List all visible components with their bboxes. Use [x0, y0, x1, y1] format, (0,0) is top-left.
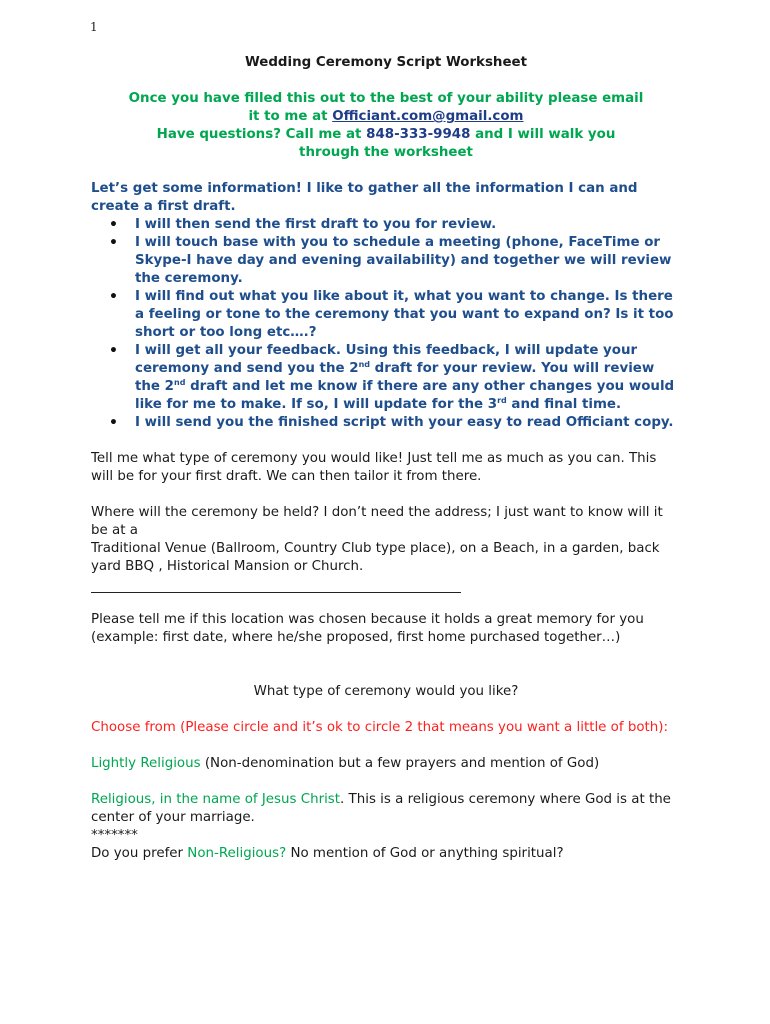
list-item: [135, 342, 681, 414]
option-label: Lightly Religious: [91, 756, 201, 771]
question-memory: Please tell me if this location was chosen because it holds a great memory for you (example: first date, where he/she proposed, first home purchased together…): [91, 612, 644, 645]
option-lightly-religious: [91, 755, 681, 773]
choose-instruction: Choose from (Please circle and it’s ok to circle 2 that means you want a little of both):: [91, 720, 668, 735]
answer-line[interactable]: [91, 576, 461, 593]
option-non-religious: [91, 845, 681, 863]
list-item: • I will send you the finished script with your easy to read Officiant copy.: [135, 414, 681, 432]
question-ceremony-style: What type of ceremony would you like?: [253, 684, 519, 699]
option-label: Non-Religious?: [187, 846, 287, 861]
steps-list: [91, 216, 681, 432]
phone-number: 848-333-9948: [366, 127, 471, 142]
step-4-text-b: draft for your review. You will review the 2: [135, 361, 655, 394]
intro-line-2-prefix: it to me at: [248, 109, 333, 124]
worksheet-body: [91, 54, 681, 863]
location-options: Traditional Venue (Ballroom, Country Club type place), on a Beach, in a garden, back yard BBQ , Historical Mansion or Church.: [91, 541, 660, 574]
intro-line-4: through the worksheet: [299, 145, 473, 160]
step-4-text-a: I will get all your feedback. Using this feedback, I will update your ceremony and send you the 2: [135, 343, 638, 376]
step-4-text-d: and final time.: [506, 397, 622, 412]
option-description: (Non-denomination but a few prayers and mention of God): [200, 756, 600, 771]
intro-line-1: Once you have filled this out to the best of your ability please email: [128, 91, 644, 106]
page-number: 1: [90, 20, 98, 34]
option-description: No mention of God or anything spiritual?: [286, 846, 564, 861]
intro-line-3-suffix: and I will walk you: [470, 127, 616, 142]
question-ceremony-type: Tell me what type of ceremony you would like! Just tell me as much as you can. This will be for your first draft. We can then tailor it from there.: [91, 451, 657, 484]
option-prefix: Do you prefer: [91, 846, 188, 861]
page-title: Wedding Ceremony Script Worksheet: [244, 55, 528, 70]
intro-line-3-prefix: Have questions? Call me at: [156, 127, 367, 142]
intro-line-2: [91, 108, 681, 126]
option-description: . This is a religious ceremony where God is at the center of your marriage.: [91, 792, 671, 825]
superscript-nd: nd: [174, 378, 186, 387]
list-item: • I will touch base with you to schedule a meeting (phone, FaceTime or Skype-I have day and evening availability) and together we will review the ceremony.: [135, 234, 681, 288]
superscript-rd: rd: [497, 396, 507, 405]
question-location: Where will the ceremony be held? I don’t need the address; I just want to know will it be at a: [91, 505, 663, 538]
option-religious: [91, 791, 681, 827]
separator-stars: *******: [91, 828, 138, 843]
intro-line-3: [91, 126, 681, 144]
step-4-text-c: draft and let me know if there are any other changes you would like for me to make. If so, I will update for the 3: [135, 379, 675, 412]
list-item: • I will then send the first draft to you for review.: [135, 216, 681, 234]
option-label: Religious, in the name of Jesus Christ: [91, 792, 341, 807]
list-item: • I will find out what you like about it, what you want to change. Is there a feeling or tone to the ceremony that you want to expand on? Is it too short or too long etc….?: [135, 288, 681, 342]
info-heading: Let’s get some information! I like to gather all the information I can and create a first draft.: [91, 181, 638, 214]
intro-block: [91, 90, 681, 162]
email-link[interactable]: Officiant.com@gmail.com: [332, 109, 524, 124]
superscript-nd: nd: [358, 360, 370, 369]
